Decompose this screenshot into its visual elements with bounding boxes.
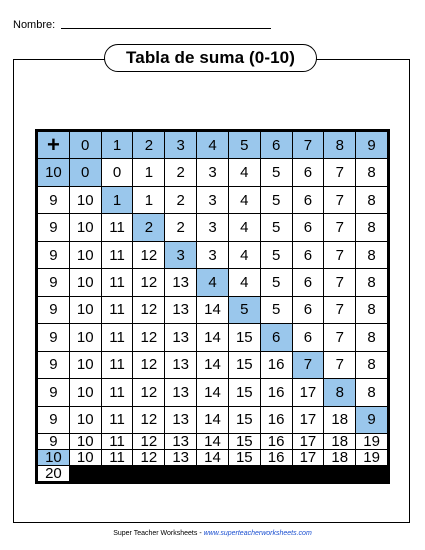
sum-cell: 9 [38,214,69,240]
row-header: 0 [70,159,101,185]
sum-cell: 7 [324,214,355,240]
sum-cell: 15 [229,450,260,465]
sum-cell: 15 [229,324,260,350]
sum-cell: 11 [102,379,133,405]
sum-cell: 10 [70,434,101,449]
row-header: 10 [38,450,69,465]
sum-cell: 12 [133,379,164,405]
sum-cell: 12 [133,450,164,465]
sum-cell: 14 [197,352,228,378]
sum-cell: 7 [324,242,355,268]
sum-cell: 3 [197,242,228,268]
sum-cell: 8 [356,269,387,295]
column-header: 9 [356,132,387,158]
sum-cell: 2 [165,214,196,240]
sum-cell: 11 [102,214,133,240]
row-header: 2 [133,214,164,240]
sum-cell: 14 [197,434,228,449]
sum-cell: 13 [165,297,196,323]
sum-cell: 17 [293,379,324,405]
sum-cell: 5 [261,297,292,323]
sum-cell: 5 [261,214,292,240]
sum-cell: 9 [38,242,69,268]
sum-cell: 9 [38,297,69,323]
sum-cell: 5 [261,242,292,268]
sum-cell: 8 [356,297,387,323]
name-blank-line[interactable] [61,28,271,29]
worksheet-title: Tabla de suma (0-10) [126,48,295,67]
sum-cell: 9 [38,187,69,213]
sum-cell: 12 [133,297,164,323]
sum-cell: 7 [324,297,355,323]
sum-cell: 3 [197,214,228,240]
row-header: 1 [102,187,133,213]
sum-cell: 4 [229,187,260,213]
row-header: 4 [197,269,228,295]
sum-cell: 7 [324,269,355,295]
column-header: 8 [324,132,355,158]
row-header: 5 [229,297,260,323]
title-banner [104,44,317,72]
sum-cell: 17 [293,450,324,465]
sum-cell: 11 [102,242,133,268]
sum-cell: 12 [133,269,164,295]
sum-cell: 8 [356,214,387,240]
sum-cell: 17 [293,434,324,449]
sum-cell: 20 [38,466,69,481]
sum-cell: 14 [197,379,228,405]
footer-url-link[interactable]: www.superteacherworksheets.com [203,530,312,537]
sum-cell: 10 [70,297,101,323]
sum-cell: 16 [261,450,292,465]
sum-cell: 6 [293,242,324,268]
sum-cell: 5 [261,187,292,213]
sum-cell: 14 [197,297,228,323]
sum-cell: 19 [356,450,387,465]
sum-cell: 9 [38,352,69,378]
sum-cell: 13 [165,352,196,378]
sum-cell: 5 [261,269,292,295]
addition-table-grid [38,132,387,481]
sum-cell: 10 [70,379,101,405]
sum-cell: 16 [261,434,292,449]
sum-cell: 10 [70,269,101,295]
column-header: 5 [229,132,260,158]
sum-cell: 2 [165,187,196,213]
row-header: 8 [324,379,355,405]
sum-cell: 14 [197,407,228,433]
sum-cell: 1 [133,159,164,185]
sum-cell: 2 [165,159,196,185]
sum-cell: 4 [229,214,260,240]
sum-cell: 9 [38,434,69,449]
sum-cell: 14 [197,450,228,465]
name-label: Nombre: [13,19,56,31]
sum-cell: 6 [293,187,324,213]
sum-cell: 0 [102,159,133,185]
sum-cell: 19 [356,434,387,449]
addition-table [35,129,390,484]
sum-cell: 1 [133,187,164,213]
sum-cell: 10 [70,407,101,433]
sum-cell: 13 [165,407,196,433]
sum-cell: 11 [102,407,133,433]
sum-cell: 13 [165,434,196,449]
sum-cell: 4 [229,159,260,185]
sum-cell: 7 [324,352,355,378]
sum-cell: 9 [38,407,69,433]
sum-cell: 6 [293,214,324,240]
sum-cell: 15 [229,352,260,378]
sum-cell: 10 [70,450,101,465]
sum-cell: 11 [102,297,133,323]
sum-cell: 8 [356,324,387,350]
sum-cell: 7 [324,159,355,185]
column-header: 6 [261,132,292,158]
sum-cell: 6 [293,324,324,350]
sum-cell: 7 [324,324,355,350]
sum-cell: 6 [293,269,324,295]
sum-cell: 18 [324,407,355,433]
operator-cell: + [38,132,69,158]
sum-cell: 8 [356,379,387,405]
sum-cell: 15 [229,434,260,449]
sum-cell: 6 [293,297,324,323]
sum-cell: 9 [38,379,69,405]
sum-cell: 4 [229,242,260,268]
column-header: 4 [197,132,228,158]
sum-cell: 12 [133,324,164,350]
column-header: 2 [133,132,164,158]
sum-cell: 13 [165,379,196,405]
sum-cell: 12 [133,242,164,268]
sum-cell: 18 [324,450,355,465]
footer-brand: Super Teacher Worksheets [113,530,198,537]
sum-cell: 3 [197,187,228,213]
column-header: 10 [38,159,69,185]
sum-cell: 7 [324,187,355,213]
sum-cell: 4 [229,269,260,295]
name-row [13,15,283,31]
sum-cell: 13 [165,269,196,295]
sum-cell: 12 [133,352,164,378]
sum-cell: 15 [229,407,260,433]
sum-cell: 13 [165,324,196,350]
sum-cell: 3 [197,159,228,185]
column-header: 3 [165,132,196,158]
sum-cell: 16 [261,407,292,433]
column-header: 1 [102,132,133,158]
sum-cell: 15 [229,379,260,405]
sum-cell: 9 [38,324,69,350]
sum-cell: 10 [70,187,101,213]
row-header: 7 [293,352,324,378]
sum-cell: 12 [133,434,164,449]
sum-cell: 10 [70,242,101,268]
footer-separator: - [197,530,204,537]
sum-cell: 10 [70,352,101,378]
sum-cell: 8 [356,159,387,185]
sum-cell: 13 [165,450,196,465]
sum-cell: 9 [38,269,69,295]
sum-cell: 18 [324,434,355,449]
sum-cell: 14 [197,324,228,350]
column-header: 7 [293,132,324,158]
sum-cell: 10 [70,324,101,350]
sum-cell: 11 [102,324,133,350]
sum-cell: 6 [293,159,324,185]
sum-cell: 11 [102,269,133,295]
column-header: 0 [70,132,101,158]
sum-cell: 11 [102,434,133,449]
row-header: 3 [165,242,196,268]
row-header: 9 [356,407,387,433]
row-header: 6 [261,324,292,350]
footer [0,529,425,538]
sum-cell: 16 [261,352,292,378]
sum-cell: 12 [133,407,164,433]
sum-cell: 8 [356,352,387,378]
sum-cell: 17 [293,407,324,433]
sum-cell: 5 [261,159,292,185]
sum-cell: 11 [102,352,133,378]
sum-cell: 8 [356,187,387,213]
sum-cell: 10 [70,214,101,240]
sum-cell: 11 [102,450,133,465]
sum-cell: 16 [261,379,292,405]
sum-cell: 8 [356,242,387,268]
